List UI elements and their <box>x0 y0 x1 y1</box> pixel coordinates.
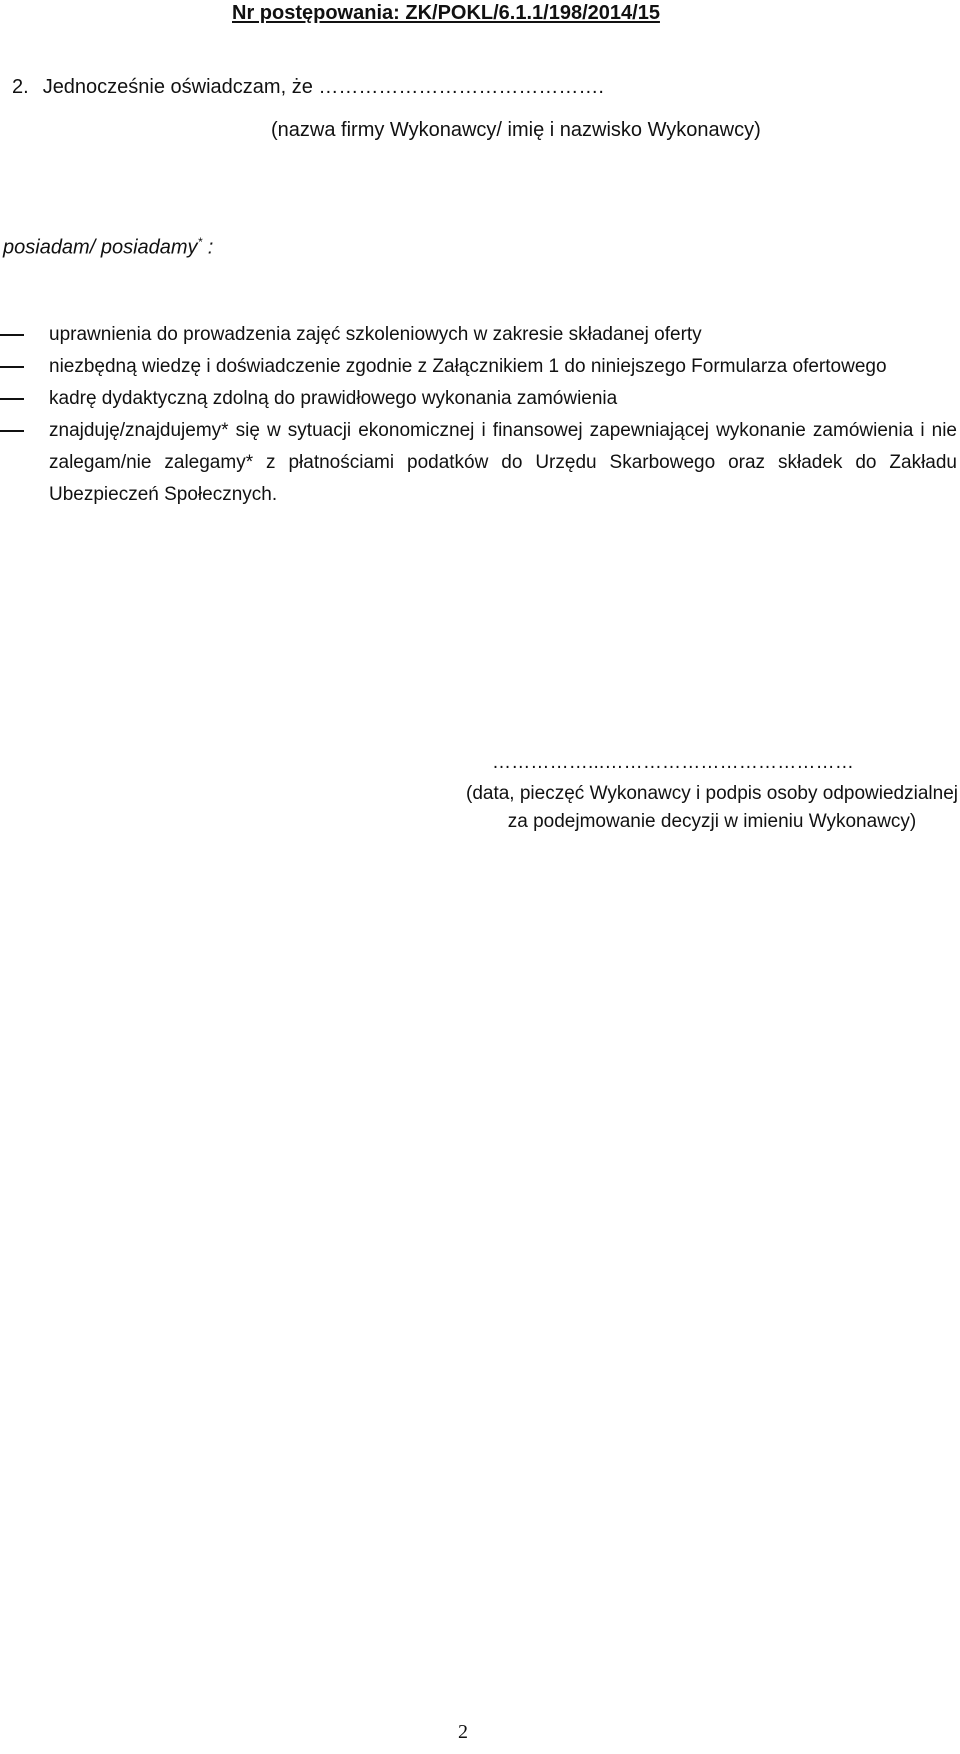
statement-number: 2. <box>12 76 29 98</box>
signature-line: ……………...………………………………… <box>492 752 855 773</box>
asterisk-marker: * <box>197 235 203 249</box>
possess-label <box>3 235 213 260</box>
list-item <box>0 383 960 415</box>
dash-bullet-icon <box>0 398 24 400</box>
dash-bullet-icon <box>0 334 24 336</box>
list-item <box>0 351 960 383</box>
firm-name-hint: (nazwa firmy Wykonawcy/ imię i nazwisko Wykonawcy) <box>271 119 761 141</box>
case-number: Nr postępowania: ZK/POKL/6.1.1/198/2014/15 <box>232 2 660 24</box>
page-number: 2 <box>458 1721 468 1743</box>
list-item <box>0 415 960 511</box>
list-item-text: znajduję/znajdujemy* się w sytuacji ekonomicznej i finansowej zapewniającej wykonanie zamówienia i nie zalegam/nie zalegamy* z płatnościami podatków do Urzędu Skarbowego oraz składek do Zakładu Ubezpieczeń Społecznych. <box>49 420 957 505</box>
list-item-text: kadrę dydaktyczną zdolną do prawidłowego wykonania zamówienia <box>49 388 618 409</box>
possess-label-suffix: : <box>207 236 214 259</box>
statement-line <box>12 76 604 99</box>
signature-caption-line1: (data, pieczęć Wykonawcy i podpis osoby odpowiedzialnej <box>466 783 958 804</box>
dash-bullet-icon <box>0 366 24 368</box>
list-item-text: uprawnienia do prowadzenia zajęć szkoleniowych w zakresie składanej oferty <box>49 324 702 345</box>
signature-caption-line2: za podejmowanie decyzji w imieniu Wykonawcy) <box>507 811 917 832</box>
signature-caption <box>466 780 958 836</box>
list-item-text: niezbędną wiedzę i doświadczenie zgodnie z Załącznikiem 1 do niniejszego Formularza ofertowego <box>49 356 887 377</box>
statement-text: Jednocześnie oświadczam, że ……………………………………. <box>42 76 604 98</box>
dash-bullet-icon <box>0 430 24 432</box>
list-item <box>0 319 960 351</box>
declaration-list <box>0 319 960 511</box>
possess-label-text: posiadam/ posiadamy <box>3 236 198 259</box>
